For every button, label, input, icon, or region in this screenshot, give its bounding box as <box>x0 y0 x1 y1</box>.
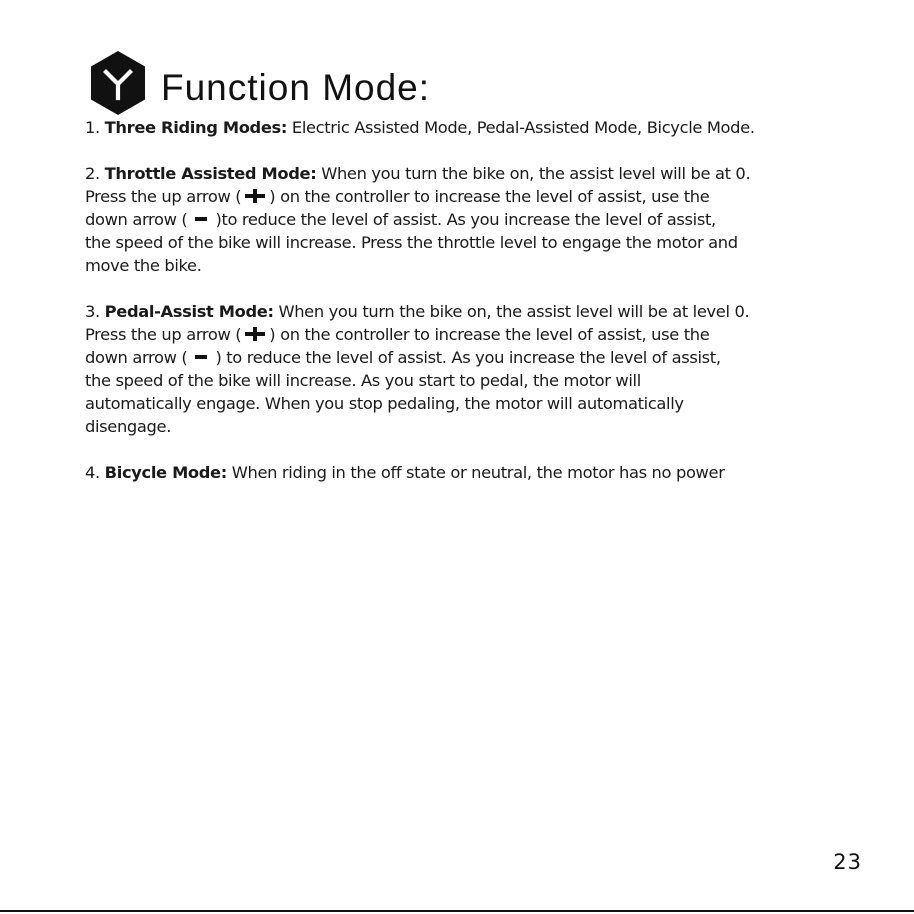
section-riding-modes <box>85 116 815 139</box>
section-number: 1. <box>85 118 100 137</box>
bottom-divider <box>0 910 914 912</box>
section-heading <box>89 50 430 116</box>
text-line <box>85 116 815 139</box>
page-title: Function Mode: <box>161 66 431 108</box>
section-lead: Throttle Assisted Mode: <box>104 164 317 183</box>
text-line <box>85 461 815 484</box>
text-line <box>85 300 815 323</box>
section-lead: Bicycle Mode: <box>104 463 227 482</box>
plus-icon <box>245 189 265 203</box>
text-line: automatically engage. When you stop pedaling, the motor will automatically <box>85 394 684 413</box>
section-number: 2. <box>85 164 100 183</box>
section-pedal-assist <box>85 300 815 438</box>
minus-icon <box>195 212 207 226</box>
minus-icon <box>195 350 207 364</box>
text-line <box>85 162 815 185</box>
instructions-body <box>85 116 815 507</box>
section-lead: Three Riding Modes: <box>104 118 288 137</box>
text-line: the speed of the bike will increase. As you start to pedal, the motor will <box>85 371 641 390</box>
text-line <box>85 346 815 369</box>
text-fragment: ) on the controller to increase the level of assist, use the <box>269 325 710 344</box>
hexagon-y-logo-icon <box>89 50 147 116</box>
section-number: 3. <box>85 302 100 321</box>
section-throttle-assisted <box>85 162 815 277</box>
section-number: 4. <box>85 463 100 482</box>
text-fragment: down arrow ( <box>85 348 188 367</box>
text-fragment: ) on the controller to increase the level of assist, use the <box>269 187 710 206</box>
section-bicycle-mode <box>85 461 815 484</box>
page-number: 23 <box>833 850 862 874</box>
text-fragment: ) to reduce the level of assist. As you increase the level of assist, <box>215 348 721 367</box>
section-text: When you turn the bike on, the assist level will be at 0. <box>316 164 751 183</box>
text-fragment: )to reduce the level of assist. As you increase the level of assist, <box>215 210 716 229</box>
text-line: disengage. <box>85 417 172 436</box>
plus-icon <box>245 327 265 341</box>
section-lead: Pedal-Assist Mode: <box>104 302 274 321</box>
section-text: When riding in the off state or neutral, the motor has no power <box>226 463 725 482</box>
text-line: the speed of the bike will increase. Press the throttle level to engage the motor and <box>85 233 738 252</box>
text-line: move the bike. <box>85 256 202 275</box>
text-line <box>85 208 815 231</box>
text-fragment: down arrow ( <box>85 210 188 229</box>
text-line <box>85 323 815 346</box>
section-text: When you turn the bike on, the assist level will be at level 0. <box>273 302 750 321</box>
text-fragment: Press the up arrow ( <box>85 187 242 206</box>
section-text: Electric Assisted Mode, Pedal-Assisted Mode, Bicycle Mode. <box>287 118 755 137</box>
text-line <box>85 185 815 208</box>
text-fragment: Press the up arrow ( <box>85 325 242 344</box>
